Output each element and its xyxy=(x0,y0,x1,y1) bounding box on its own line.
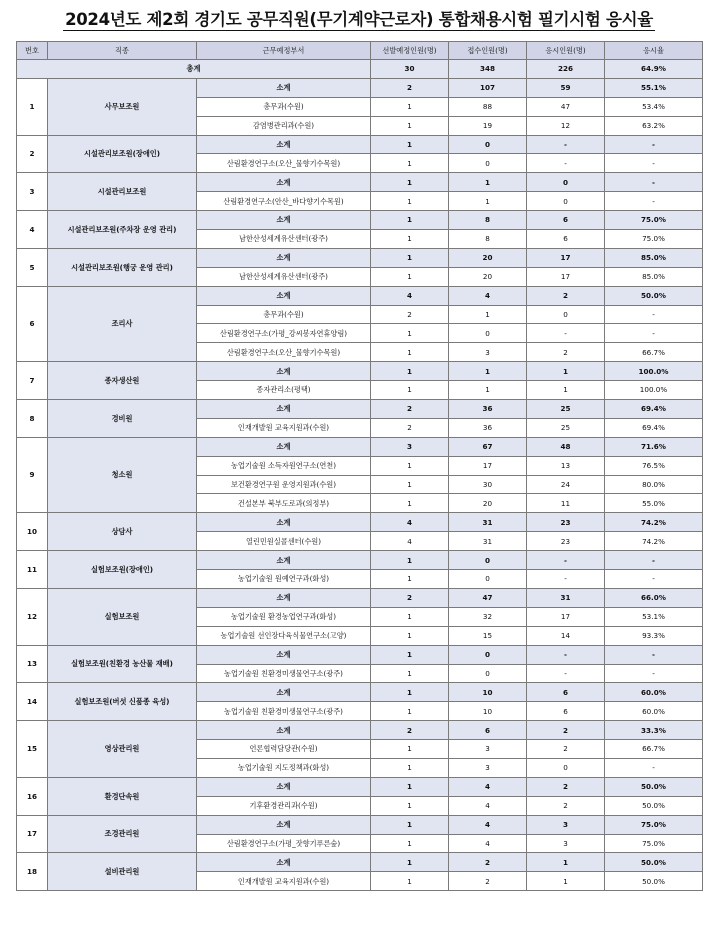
row-number: 4 xyxy=(17,211,48,249)
attended-cell: 0 xyxy=(527,305,605,324)
rate-cell: - xyxy=(605,551,703,570)
rate-cell: - xyxy=(605,324,703,343)
rate-cell: 50.0% xyxy=(605,872,703,891)
applied-cell: 0 xyxy=(449,324,527,343)
rate-cell: 53.4% xyxy=(605,97,703,116)
rate-cell: - xyxy=(605,664,703,683)
row-number: 1 xyxy=(17,78,48,135)
row-number: 12 xyxy=(17,588,48,645)
total-label: 총계 xyxy=(17,60,371,79)
plan-cell: 1 xyxy=(371,173,449,192)
attended-cell: 12 xyxy=(527,116,605,135)
applied-cell: 1 xyxy=(449,362,527,381)
applied-cell: 20 xyxy=(449,248,527,267)
applied-cell: 0 xyxy=(449,645,527,664)
plan-cell: 1 xyxy=(371,494,449,513)
applied-cell: 8 xyxy=(449,211,527,230)
attended-cell: - xyxy=(527,570,605,589)
dept-cell: 소계 xyxy=(197,683,371,702)
row-number: 2 xyxy=(17,135,48,173)
attended-cell: 2 xyxy=(527,777,605,796)
dept-cell: 소계 xyxy=(197,645,371,664)
applied-cell: 0 xyxy=(449,154,527,173)
header-applied: 접수인원(명) xyxy=(449,42,527,60)
row-number: 17 xyxy=(17,815,48,853)
applied-cell: 15 xyxy=(449,626,527,645)
dept-cell: 총무과(수원) xyxy=(197,305,371,324)
row-number: 7 xyxy=(17,362,48,400)
subtotal-row xyxy=(17,362,703,381)
plan-cell: 1 xyxy=(371,381,449,400)
dept-cell: 소계 xyxy=(197,437,371,456)
subtotal-row xyxy=(17,135,703,154)
job-title: 시설관리보조원 xyxy=(48,173,197,211)
header-job: 직종 xyxy=(48,42,197,60)
applied-cell: 31 xyxy=(449,532,527,551)
dept-cell: 소계 xyxy=(197,135,371,154)
rate-cell: - xyxy=(605,173,703,192)
rate-cell: 50.0% xyxy=(605,286,703,305)
attended-cell: 6 xyxy=(527,211,605,230)
subtotal-row xyxy=(17,173,703,192)
dept-cell: 총무과(수원) xyxy=(197,97,371,116)
rate-cell: - xyxy=(605,758,703,777)
row-number: 6 xyxy=(17,286,48,362)
rate-cell: 50.0% xyxy=(605,796,703,815)
plan-cell: 1 xyxy=(371,758,449,777)
subtotal-row xyxy=(17,513,703,532)
dept-cell: 보건환경연구원 운영지원과(수원) xyxy=(197,475,371,494)
rate-cell: 93.3% xyxy=(605,626,703,645)
applied-cell: 3 xyxy=(449,758,527,777)
plan-cell: 1 xyxy=(371,872,449,891)
plan-cell: 1 xyxy=(371,154,449,173)
plan-cell: 4 xyxy=(371,286,449,305)
rate-cell: 85.0% xyxy=(605,248,703,267)
dept-cell: 산림환경연구소(오산_물향기수목원) xyxy=(197,154,371,173)
plan-cell: 1 xyxy=(371,475,449,494)
subtotal-row xyxy=(17,437,703,456)
dept-cell: 소계 xyxy=(197,588,371,607)
total-plan: 30 xyxy=(371,60,449,79)
document-title: 2024년도 제2회 경기도 공무직원(무기계약근로자) 통합채용시험 필기시험 응시율 xyxy=(65,10,653,29)
applied-cell: 30 xyxy=(449,475,527,494)
attended-cell: 1 xyxy=(527,853,605,872)
plan-cell: 1 xyxy=(371,740,449,759)
row-number: 3 xyxy=(17,173,48,211)
dept-cell: 인재개발원 교육지원과(수원) xyxy=(197,418,371,437)
applied-cell: 10 xyxy=(449,702,527,721)
header-dept: 근무예정부서 xyxy=(197,42,371,60)
applied-cell: 20 xyxy=(449,267,527,286)
subtotal-row xyxy=(17,683,703,702)
rate-cell: 63.2% xyxy=(605,116,703,135)
rate-cell: 75.0% xyxy=(605,834,703,853)
plan-cell: 3 xyxy=(371,437,449,456)
attended-cell: 59 xyxy=(527,78,605,97)
rate-cell: 50.0% xyxy=(605,777,703,796)
attended-cell: 0 xyxy=(527,758,605,777)
row-number: 13 xyxy=(17,645,48,683)
applied-cell: 0 xyxy=(449,551,527,570)
total-attended: 226 xyxy=(527,60,605,79)
plan-cell: 1 xyxy=(371,607,449,626)
subtotal-row xyxy=(17,248,703,267)
attended-cell: 2 xyxy=(527,343,605,362)
applied-cell: 32 xyxy=(449,607,527,626)
plan-cell: 1 xyxy=(371,230,449,249)
attended-cell: 3 xyxy=(527,834,605,853)
rate-cell: 75.0% xyxy=(605,211,703,230)
header-no: 번호 xyxy=(17,42,48,60)
plan-cell: 1 xyxy=(371,324,449,343)
plan-cell: 1 xyxy=(371,362,449,381)
plan-cell: 1 xyxy=(371,815,449,834)
rate-cell: 74.2% xyxy=(605,532,703,551)
attended-cell: 1 xyxy=(527,872,605,891)
rate-cell: 85.0% xyxy=(605,267,703,286)
rate-cell: 60.0% xyxy=(605,683,703,702)
attended-cell: 17 xyxy=(527,248,605,267)
applied-cell: 4 xyxy=(449,796,527,815)
row-number: 18 xyxy=(17,853,48,891)
plan-cell: 1 xyxy=(371,211,449,230)
rate-cell: - xyxy=(605,154,703,173)
applied-cell: 6 xyxy=(449,721,527,740)
applied-cell: 2 xyxy=(449,872,527,891)
attended-cell: 2 xyxy=(527,286,605,305)
dept-cell: 인재개발원 교육지원과(수원) xyxy=(197,872,371,891)
plan-cell: 1 xyxy=(371,551,449,570)
dept-cell: 종자관리소(평택) xyxy=(197,381,371,400)
dept-cell: 열린민원실콜센터(수원) xyxy=(197,532,371,551)
dept-cell: 소계 xyxy=(197,362,371,381)
applied-cell: 10 xyxy=(449,683,527,702)
dept-cell: 소계 xyxy=(197,815,371,834)
header-plan: 선발예정인원(명) xyxy=(371,42,449,60)
job-title: 실험보조원(친환경 농산물 재배) xyxy=(48,645,197,683)
dept-cell: 소계 xyxy=(197,78,371,97)
plan-cell: 1 xyxy=(371,267,449,286)
job-title: 경비원 xyxy=(48,400,197,438)
rate-cell: 55.0% xyxy=(605,494,703,513)
plan-cell: 1 xyxy=(371,796,449,815)
dept-cell: 감염병관리과(수원) xyxy=(197,116,371,135)
plan-cell: 1 xyxy=(371,777,449,796)
row-number: 9 xyxy=(17,437,48,513)
header-attended: 응시인원(명) xyxy=(527,42,605,60)
applied-cell: 88 xyxy=(449,97,527,116)
plan-cell: 2 xyxy=(371,588,449,607)
applied-cell: 3 xyxy=(449,740,527,759)
job-title: 환경단속원 xyxy=(48,777,197,815)
attended-cell: - xyxy=(527,135,605,154)
job-title: 상담사 xyxy=(48,513,197,551)
attended-cell: 6 xyxy=(527,230,605,249)
dept-cell: 소계 xyxy=(197,248,371,267)
dept-cell: 농업기술원 친환경미생물연구소(광주) xyxy=(197,664,371,683)
attended-cell: 1 xyxy=(527,362,605,381)
rate-cell: - xyxy=(605,192,703,211)
attended-cell: - xyxy=(527,664,605,683)
plan-cell: 2 xyxy=(371,721,449,740)
plan-cell: 1 xyxy=(371,702,449,721)
attended-cell: 3 xyxy=(527,815,605,834)
dept-cell: 소계 xyxy=(197,400,371,419)
rate-cell: 71.6% xyxy=(605,437,703,456)
dept-cell: 산림환경연구소(가평_잣향기푸른숲) xyxy=(197,834,371,853)
plan-cell: 4 xyxy=(371,513,449,532)
subtotal-row xyxy=(17,78,703,97)
dept-cell: 산림환경연구소(가평_강씨봉자연휴양림) xyxy=(197,324,371,343)
plan-cell: 1 xyxy=(371,343,449,362)
row-number: 10 xyxy=(17,513,48,551)
job-title: 시설관리보조원(장애인) xyxy=(48,135,197,173)
rate-cell: - xyxy=(605,305,703,324)
dept-cell: 농업기술원 친환경미생물연구소(광주) xyxy=(197,702,371,721)
attended-cell: - xyxy=(527,154,605,173)
header-rate: 응시율 xyxy=(605,42,703,60)
applied-cell: 19 xyxy=(449,116,527,135)
subtotal-row xyxy=(17,211,703,230)
dept-cell: 농업기술원 지도정책과(화성) xyxy=(197,758,371,777)
dept-cell: 남한산성세계유산센터(광주) xyxy=(197,267,371,286)
job-title: 종자생산원 xyxy=(48,362,197,400)
rate-cell: 66.7% xyxy=(605,740,703,759)
plan-cell: 1 xyxy=(371,570,449,589)
row-number: 16 xyxy=(17,777,48,815)
subtotal-row xyxy=(17,551,703,570)
applied-cell: 4 xyxy=(449,286,527,305)
dept-cell: 소계 xyxy=(197,286,371,305)
rate-cell: 66.0% xyxy=(605,588,703,607)
table-header-row xyxy=(17,42,703,60)
attended-cell: 23 xyxy=(527,513,605,532)
applied-cell: 4 xyxy=(449,815,527,834)
applied-cell: 0 xyxy=(449,664,527,683)
attended-cell: 25 xyxy=(527,400,605,419)
job-title: 시설관리보조원(주차장 운영 관리) xyxy=(48,211,197,249)
job-title: 사무보조원 xyxy=(48,78,197,135)
dept-cell: 농업기술원 선인장다육식물연구소(고양) xyxy=(197,626,371,645)
applied-cell: 1 xyxy=(449,305,527,324)
plan-cell: 1 xyxy=(371,192,449,211)
subtotal-row xyxy=(17,721,703,740)
job-title: 실험보조원(버섯 신품종 육성) xyxy=(48,683,197,721)
rate-cell: 69.4% xyxy=(605,400,703,419)
dept-cell: 산림환경연구소(안산_바다향기수목원) xyxy=(197,192,371,211)
attended-cell: 2 xyxy=(527,796,605,815)
dept-cell: 소계 xyxy=(197,777,371,796)
attended-cell: 1 xyxy=(527,381,605,400)
applied-cell: 4 xyxy=(449,834,527,853)
attended-cell: - xyxy=(527,324,605,343)
applied-cell: 36 xyxy=(449,418,527,437)
rate-cell: 33.3% xyxy=(605,721,703,740)
dept-cell: 소계 xyxy=(197,853,371,872)
subtotal-row xyxy=(17,400,703,419)
plan-cell: 4 xyxy=(371,532,449,551)
job-title: 조경관리원 xyxy=(48,815,197,853)
applied-cell: 47 xyxy=(449,588,527,607)
plan-cell: 2 xyxy=(371,78,449,97)
plan-cell: 1 xyxy=(371,853,449,872)
dept-cell: 소계 xyxy=(197,513,371,532)
total-row xyxy=(17,60,703,79)
applied-cell: 0 xyxy=(449,135,527,154)
plan-cell: 2 xyxy=(371,305,449,324)
row-number: 5 xyxy=(17,248,48,286)
attended-cell: 31 xyxy=(527,588,605,607)
attended-cell: 13 xyxy=(527,456,605,475)
rate-cell: 50.0% xyxy=(605,853,703,872)
applied-cell: 4 xyxy=(449,777,527,796)
attended-cell: 0 xyxy=(527,192,605,211)
applied-cell: 31 xyxy=(449,513,527,532)
attended-cell: 11 xyxy=(527,494,605,513)
applied-cell: 36 xyxy=(449,400,527,419)
plan-cell: 1 xyxy=(371,683,449,702)
applied-cell: 8 xyxy=(449,230,527,249)
applied-cell: 20 xyxy=(449,494,527,513)
subtotal-row xyxy=(17,588,703,607)
subtotal-row xyxy=(17,645,703,664)
attended-cell: 2 xyxy=(527,721,605,740)
applied-cell: 1 xyxy=(449,381,527,400)
dept-cell: 기후환경관리과(수원) xyxy=(197,796,371,815)
attended-cell: 24 xyxy=(527,475,605,494)
dept-cell: 소계 xyxy=(197,551,371,570)
rate-cell: - xyxy=(605,645,703,664)
plan-cell: 1 xyxy=(371,456,449,475)
plan-cell: 2 xyxy=(371,400,449,419)
plan-cell: 2 xyxy=(371,418,449,437)
attended-cell: 23 xyxy=(527,532,605,551)
rate-cell: 75.0% xyxy=(605,815,703,834)
applied-cell: 1 xyxy=(449,173,527,192)
plan-cell: 1 xyxy=(371,116,449,135)
dept-cell: 언론협력담당관(수원) xyxy=(197,740,371,759)
dept-cell: 농업기술원 환경농업연구과(화성) xyxy=(197,607,371,626)
row-number: 8 xyxy=(17,400,48,438)
rate-cell: 69.4% xyxy=(605,418,703,437)
plan-cell: 1 xyxy=(371,626,449,645)
total-applied: 348 xyxy=(449,60,527,79)
rate-cell: 100.0% xyxy=(605,362,703,381)
rate-cell: - xyxy=(605,135,703,154)
attended-cell: 17 xyxy=(527,607,605,626)
attended-cell: 6 xyxy=(527,683,605,702)
applied-cell: 0 xyxy=(449,570,527,589)
plan-cell: 1 xyxy=(371,664,449,683)
row-number: 11 xyxy=(17,551,48,589)
attended-cell: 0 xyxy=(527,173,605,192)
attended-cell: 14 xyxy=(527,626,605,645)
job-title: 설비관리원 xyxy=(48,853,197,891)
row-number: 14 xyxy=(17,683,48,721)
dept-cell: 산림환경연구소(오산_물향기수목원) xyxy=(197,343,371,362)
rate-cell: 55.1% xyxy=(605,78,703,97)
total-rate: 64.9% xyxy=(605,60,703,79)
plan-cell: 1 xyxy=(371,97,449,116)
subtotal-row xyxy=(17,853,703,872)
attended-cell: 25 xyxy=(527,418,605,437)
applied-cell: 107 xyxy=(449,78,527,97)
plan-cell: 1 xyxy=(371,248,449,267)
attended-cell: - xyxy=(527,551,605,570)
attended-cell: 48 xyxy=(527,437,605,456)
job-title: 영상관리원 xyxy=(48,721,197,778)
attended-cell: - xyxy=(527,645,605,664)
row-number: 15 xyxy=(17,721,48,778)
plan-cell: 1 xyxy=(371,135,449,154)
attended-cell: 6 xyxy=(527,702,605,721)
dept-cell: 소계 xyxy=(197,173,371,192)
dept-cell: 농업기술원 원예연구과(화성) xyxy=(197,570,371,589)
plan-cell: 1 xyxy=(371,645,449,664)
rate-cell: - xyxy=(605,570,703,589)
applied-cell: 3 xyxy=(449,343,527,362)
attended-cell: 47 xyxy=(527,97,605,116)
rate-cell: 80.0% xyxy=(605,475,703,494)
job-title: 시설관리보조원(행궁 운영 관리) xyxy=(48,248,197,286)
dept-cell: 농업기술원 소득자원연구소(연천) xyxy=(197,456,371,475)
dept-cell: 소계 xyxy=(197,721,371,740)
plan-cell: 1 xyxy=(371,834,449,853)
rate-cell: 100.0% xyxy=(605,381,703,400)
rate-cell: 60.0% xyxy=(605,702,703,721)
attended-cell: 17 xyxy=(527,267,605,286)
rate-cell: 75.0% xyxy=(605,230,703,249)
subtotal-row xyxy=(17,777,703,796)
applied-cell: 17 xyxy=(449,456,527,475)
applied-cell: 2 xyxy=(449,853,527,872)
dept-cell: 소계 xyxy=(197,211,371,230)
job-title: 실험보조원 xyxy=(48,588,197,645)
job-title: 실험보조원(장애인) xyxy=(48,551,197,589)
dept-cell: 건설본부 북부도로과(의정부) xyxy=(197,494,371,513)
subtotal-row xyxy=(17,815,703,834)
dept-cell: 남한산성세계유산센터(광주) xyxy=(197,230,371,249)
rate-cell: 66.7% xyxy=(605,343,703,362)
exam-rate-table xyxy=(16,41,703,891)
rate-cell: 53.1% xyxy=(605,607,703,626)
applied-cell: 1 xyxy=(449,192,527,211)
subtotal-row xyxy=(17,286,703,305)
job-title: 청소원 xyxy=(48,437,197,513)
job-title: 조리사 xyxy=(48,286,197,362)
attended-cell: 2 xyxy=(527,740,605,759)
rate-cell: 74.2% xyxy=(605,513,703,532)
rate-cell: 76.5% xyxy=(605,456,703,475)
applied-cell: 67 xyxy=(449,437,527,456)
